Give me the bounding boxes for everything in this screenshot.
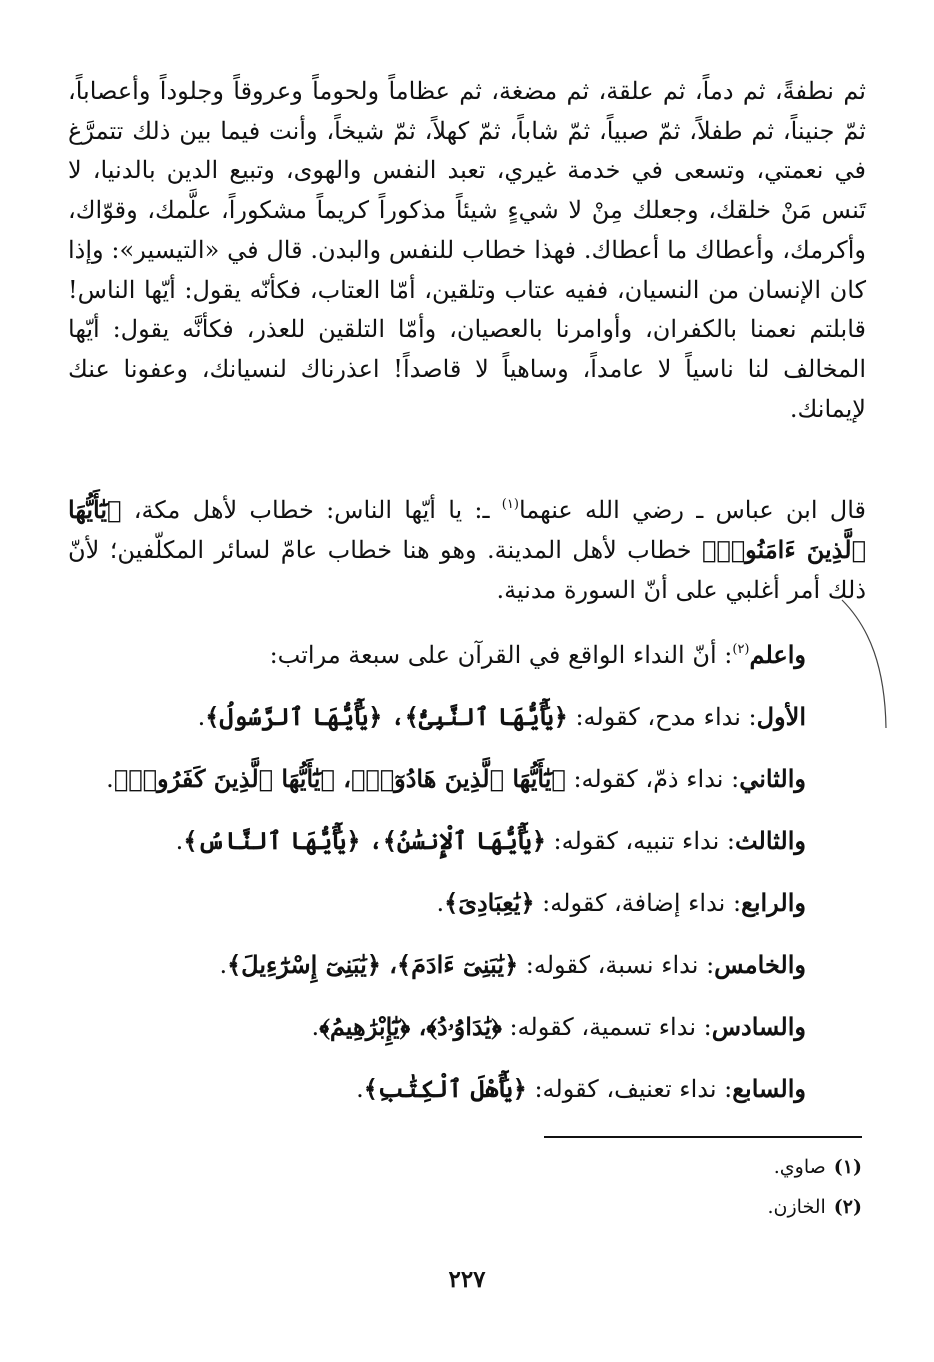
- rank-text: : نداء نسبة، كقوله:: [518, 951, 715, 979]
- rank-line-6: [312, 1012, 806, 1041]
- margin-curve-mark: [840, 598, 900, 738]
- rank-verses: ﴿يَٰعِبَادِىَ﴾: [444, 888, 535, 917]
- rank-line-5: [219, 950, 806, 979]
- rank-label: والرابع: [741, 888, 806, 917]
- footnote-text: الخازن.: [767, 1196, 826, 1218]
- rank-text: : نداء تسمية، كقوله:: [501, 1013, 712, 1041]
- paragraph-ibn-abbas: [68, 490, 866, 610]
- rank-end: .: [197, 703, 206, 731]
- rank-label: والثالث: [734, 826, 806, 855]
- rank-label: والسادس: [711, 1012, 806, 1041]
- footnote-2: [767, 1196, 862, 1218]
- paragraph-2-text-b: ـ: يا أيّها الناس: خطاب لأهل مكة،: [121, 496, 502, 524]
- rank-end: .: [311, 1013, 320, 1041]
- rank-text: : نداء تنبيه، كقوله:: [545, 827, 735, 855]
- footnote-number: (٢): [833, 1196, 862, 1218]
- rank-label: الأول: [756, 702, 806, 731]
- rank-text: : نداء ذمّ، كقوله:: [565, 765, 740, 793]
- rank-text: : نداء مدح، كقوله:: [567, 703, 757, 731]
- footnote-divider: [544, 1136, 862, 1138]
- rank-verses: ﴿يَٰدَاوُۥدُ﴾، ﴿يَٰٓإِبْرَٰهِيمُ﴾: [319, 1012, 502, 1041]
- footnote-text: صاوي.: [773, 1156, 826, 1178]
- quran-verse: ﴿يَٰٓأَيُّهَا ٱلَّذِينَ ءَامَنُوا۟﴾: [68, 495, 866, 564]
- intro-text: : أنّ النداء الواقع في القرآن على سبعة مراتب:: [269, 641, 733, 669]
- paragraph-1-text: ثم نطفةً، ثم دماً، ثم علقة، ثم مضغة، ثم عظاماً ولحوماً وعروقاً وجلوداً وأعصاباً، ثمّ جنيناً، ثم طفلاً، ثمّ صبياً، ثمّ شاباً، ثمّ كهلاً، ثمّ شيخاً، وأنت فيما بين ذلك تتمرَّغ في نعمتي، وتسعى في خدمة غيري، تعبد النفس والهوى، وتبيع الدين بالدنيا، لا تَنس مَنْ خلقك، وجعلك مِنْ لا شيءٍ شيئاً مذكوراً كريماً مشكوراً، علَّمك، وقوّاك، وأكرمك، وأعطاك ما أعطاك. فهذا خطاب للنفس والبدن. قال في «التيسير»: وإذا كان الإنسان من النسيان، ففيه عتاب وتلقين، أمّا العتاب، فكأنّه يقول: أيّها الناس! قابلتم نعمنا بالكفران، وأوامرنا بالعصيان، وأمّا التلقين للعذر، فكأنَّه يقول: أيّها المخالف لنا ناسياً لا عامداً، وساهياً لا قاصداً! اعذرناك لنسيانك، وعفونا عنك لإيمانك.: [68, 77, 866, 423]
- page-number: ٢٢٧: [448, 1266, 486, 1293]
- rank-verses: ﴿يَٰٓأَهْلَ ٱلْكِتَٰبِ﴾: [363, 1074, 527, 1103]
- rank-line-1: [198, 702, 806, 731]
- rank-end: .: [219, 951, 228, 979]
- rank-label: والسابع: [732, 1074, 806, 1103]
- rank-end: .: [106, 765, 114, 793]
- rank-text: : نداء تعنيف، كقوله:: [526, 1075, 733, 1103]
- footnote-number: (١): [833, 1156, 862, 1178]
- paragraph-2-text-a: قال ابن عباس ـ رضي الله عنهما: [518, 496, 866, 524]
- rank-verses: ﴿يَٰٓأَيُّهَا ٱلنَّبِىُّ﴾، ﴿يَٰٓأَيُّهَا ٱلرَّسُولُ﴾: [205, 702, 568, 731]
- rank-line-4: [436, 888, 806, 917]
- rank-label: والخامس: [714, 950, 806, 979]
- rank-line-7: [356, 1074, 806, 1103]
- rank-end: .: [175, 827, 184, 855]
- footnote-ref-2[interactable]: (٢): [732, 642, 750, 657]
- rank-text: : نداء إضافة، كقوله:: [534, 889, 742, 917]
- intro-label: واعلم: [749, 640, 806, 669]
- paragraph-2-text-c: خطاب لأهل المدينة. وهو هنا خطاب عامّ لسائر المكلّفين؛ لأنّ ذلك أمر أغلبي على أنّ السورة مدنية.: [68, 536, 866, 604]
- rank-verses: ﴿يَٰٓأَيُّهَا ٱلَّذِينَ هَادُوٓا۟﴾، ﴿يَٰٓأَيُّهَا ٱلَّذِينَ كَفَرُوا۟﴾: [113, 764, 566, 793]
- footnote-1: [774, 1156, 862, 1178]
- rank-end: .: [436, 889, 445, 917]
- rank-line-3: [176, 826, 806, 855]
- rank-verses: ﴿يَٰٓأَيُّهَا ٱلْإِنسَٰنُ﴾، ﴿يَٰٓأَيُّهَا ٱلنَّاسُ﴾: [183, 826, 546, 855]
- rank-end: .: [356, 1075, 364, 1103]
- rank-verses: ﴿يَٰبَنِىٓ ءَادَمَ﴾، ﴿يَٰبَنِىٓ إِسْرَٰٓءِيلَ﴾: [227, 950, 519, 979]
- rank-label: والثاني: [739, 764, 806, 793]
- footnote-ref-1[interactable]: (١): [501, 497, 519, 512]
- rank-line-2: [106, 764, 806, 793]
- paragraph-commentary: [68, 72, 866, 429]
- intro-line: [270, 640, 806, 669]
